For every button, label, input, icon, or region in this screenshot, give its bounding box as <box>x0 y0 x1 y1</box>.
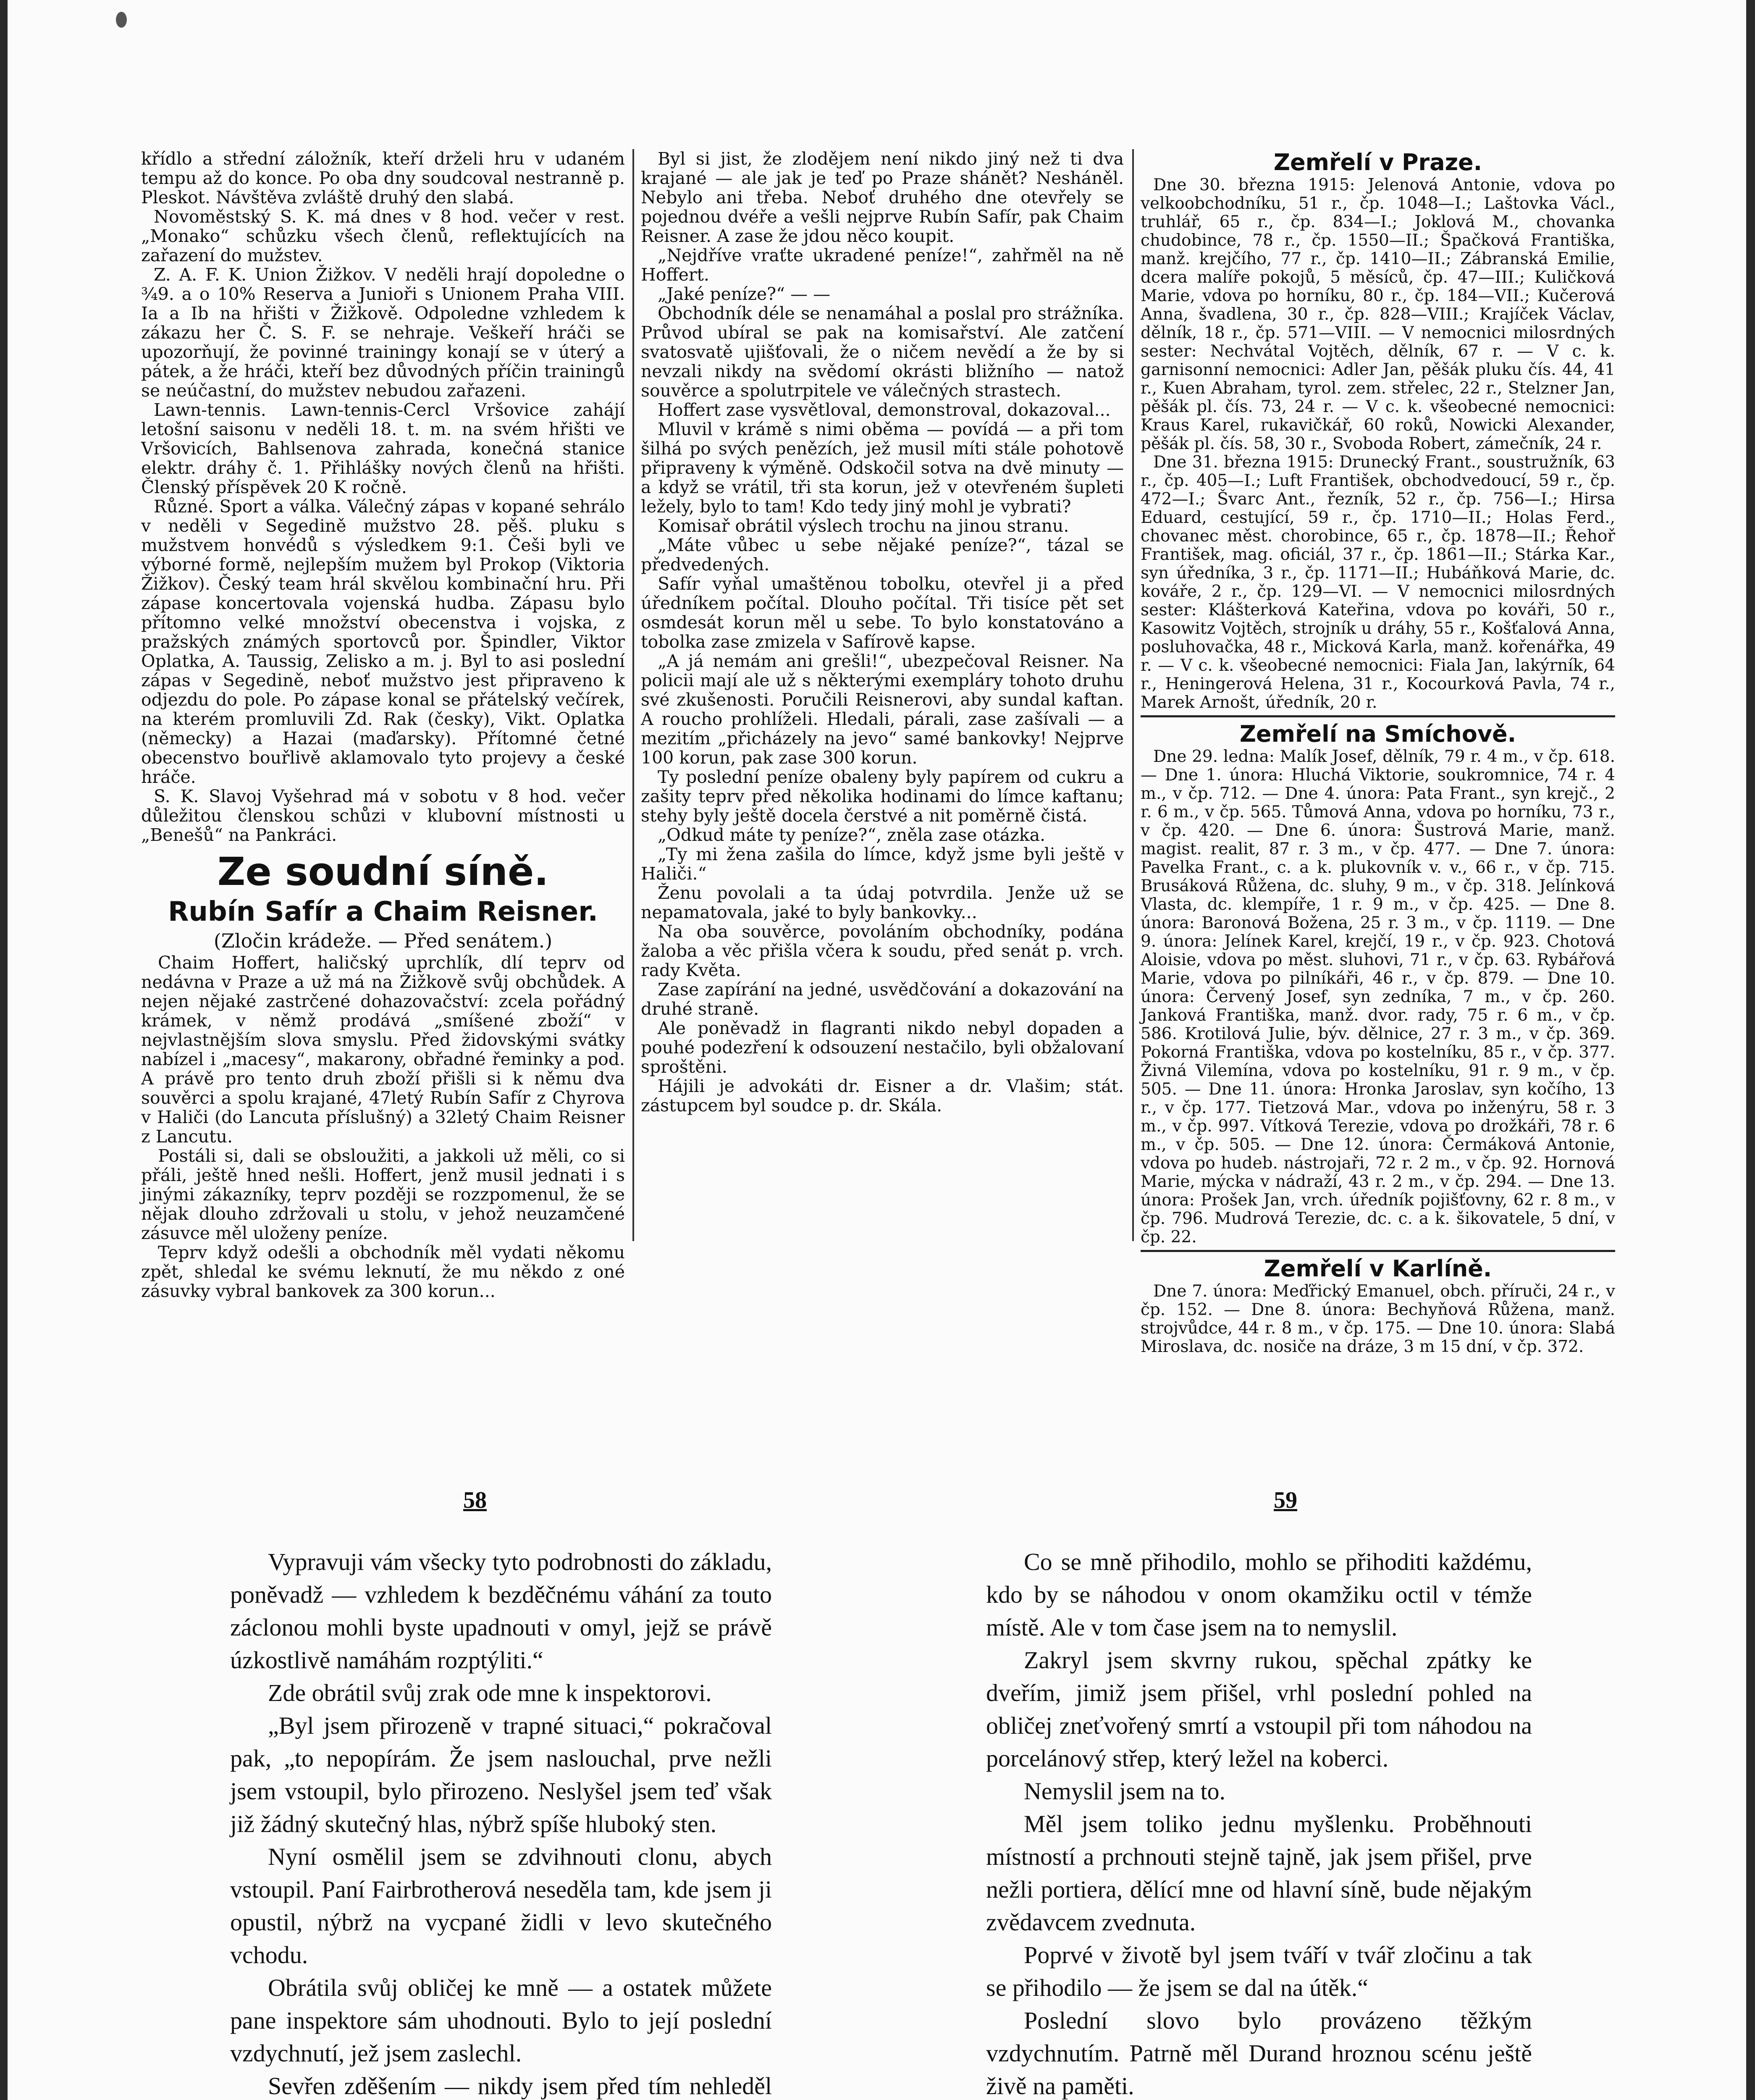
section-rule <box>1141 715 1615 717</box>
story-paragraph: „Odkud máte ty peníze?“, zněla zase otázka. <box>658 825 1046 845</box>
column-rule <box>632 149 634 1241</box>
section-rule <box>1141 1250 1615 1252</box>
notice-paragraph: Dne 30. března 1915: Jelenová Antonie, vdova po velkoobchodníku, 51 r., čp. 1048—I.; Laštovka Václ., truhlář, 65 r., čp. 834—I.; Joklová M., chovanka chudobince, 78 r., čp. 1550—II.; Špačková Františka, manž. krejčího, 77 r., čp. 1410—II.; Zábranská Emilie, dcera malíře pokojů, 5 měsíců, čp. 47—III.; Kuličková Marie, vdova po horníku, 80 r., čp. 184—VII.; Kučerová Anna, švadlena, 30 r., čp. 828—VIII.; Krajíček Václav, dělník, 18 r., čp. 571—VIII. — V nemocnici milosrdných sester: Nechvátal Vojtěch, dělník, 67 r. — V c. k. garnisonní nemocnici: Adler Jan, pěšák pluku čís. 44, 41 r., Kuen Abraham, tyrol. zem. střelec, 22 r., Stelzner Jan, pěšák pl. čís. 73, 24 r. — V c. k. všeobecné nemocnici: Kraus Karel, rukavičkář, 60 roků, Nowicki Alexander, pěšák pl. čís. 58, 30 r., Svoboda Robert, zámečník, 24 r. <box>1141 176 1615 453</box>
story-paragraph: „Máte vůbec u sebe nějaké peníze?“, tázal se předvedených. <box>641 535 1124 575</box>
story-paragraph: Chaim Hoffert, haličský uprchlík, dlí teprv od nedávna v Praze a už má na Žižkově svůj obchůdek. A nejen nějaké zastrčené dohazovačství: zcela pořádný krámek, v němž prodává „smíšené zboží“ v nejvlastnějším slova smyslu. Před židovskými svátky nabízel i „macesy“, makarony, obřadné řeminky a pod. A právě pro tento druh zboží přišli si k němu dva souvěrci a spolu krajané, 47letý Rubín Safír z Chyrova v Haliči (do Lancuta příslušný) a 32letý Chaim Reisner z Lancutu. <box>141 953 625 1147</box>
story-paragraph: Mluvil v krámě s nimi oběma — povídá — a při tom šilhá po svých penězích, jež musil míti stále pohotově připraveny k výměně. Odskočil sotva na dvě minuty — a když se vrátil, tři sta korun, jež v otevřeném šupleti ležely, bylo to tam! Kdo tedy jiný mohl je vybrati? <box>641 419 1124 517</box>
serial-paragraph: Vypravuji vám všecky tyto podrobnosti do základu, poněvadž — vzhledem k bezděčnému váhání za touto záclonou mohli byste upadnouti v omyl, jejž se právě úzkostlivě namáhám rozptýliti.“ <box>230 1548 772 1674</box>
deaths-prague-heading: Zemřelí v Praze. <box>1273 149 1482 176</box>
story-paragraph: Ty poslední peníze obaleny byly papírem od cukru a zašity teprv před několika hodinami do límce kaftanu; stehy byly ještě docela čerstvé a nit poměrně čistá. <box>641 767 1124 826</box>
column-death-notices <box>1141 149 1615 1356</box>
story-paragraph: Komisař obrátil výslech trochu na jinou stranu. <box>658 516 1069 536</box>
story-paragraph: „Jaké peníze?“ — — <box>658 284 831 304</box>
serial-paragraph: Obrátila svůj obličej ke mně — a ostatek můžete pane inspektore sám uhodnouti. Bylo to její poslední vzdychnutí, jež jsem zaslechl. <box>230 1974 772 2067</box>
story-paragraph: Hájili je advokáti dr. Eisner a dr. Vlašim; stát. zástupcem byl soudce p. dr. Skála. <box>641 1076 1124 1116</box>
story-paragraph: Zase zapírání na jedné, usvědčování a dokazování na druhé straně. <box>641 979 1124 1019</box>
story-paragraph: „Ty mi žena zašila do límce, když jsme byli ještě v Haliči.“ <box>641 844 1124 884</box>
story-paragraph: Teprv když odešli a obchodník měl vydati někomu zpět, shledal ke svému leknutí, že mu někdo z oné zásuvky vybral bankovek za 300 korun... <box>141 1242 625 1301</box>
court-byline: (Zločin krádeže. — Před senátem.) <box>213 929 553 952</box>
column-rule <box>1132 149 1134 1241</box>
notice-paragraph: Dne 7. února: Meďřický Emanuel, obch. příruči, 24 r., v čp. 152. — Dne 8. února: Bechyňová Růžena, manž. strojvůdce, 44 r. 8 m., v čp. 175. — Dne 10. února: Slabá Miroslava, dc. nosiče na dráze, 3 m 15 dní, v čp. 372. <box>1141 1282 1615 1356</box>
sports-paragraph: S. K. Slavoj Vyšehrad má v sobotu v 8 hod. večer důležitou členskou schůzi v klubovní místnosti u „Benešů“ na Pankráci. <box>141 786 625 845</box>
sports-paragraph: Různé. Sport a válka. Válečný zápas v kopané sehrálo v neděli v Segedině mužstvo 28. pěš. pluku s mužstvem honvédů s výsledkem 9:1. Češi byli ve výborné formě, nejlepším mužem byl Prokop (Viktoria Žižkov). Český team hrál skvělou kombinační hru. Při zápase koncertovala vojenská hudba. Zápasu bylo přítomno velké množství obecenstva i vojska, z pražských známých sportovců por. Špindler, Viktor Oplatka, A. Taussig, Zelisko a m. j. Byl to asi poslední zápas v Segedině, neboť mužstvo jest připraveno k odjezdu do pole. Po zápase konal se přátelský večírek, na kterém promluvili Zd. Rak (česky), Vikt. Oplatka (německy) a Hazai (maďarsky). Přítomné četné obecenstvo bouřlivě aklamovalo tyto projevy a české hráče. <box>141 496 625 787</box>
serial-paragraph: Zde obrátil svůj zrak ode mne k inspektorovi. <box>268 1679 712 1706</box>
notice-paragraph: Dne 29. ledna: Malík Josef, dělník, 79 r. 4 m., v čp. 618. — Dne 1. února: Hluchá Viktorie, soukromnice, 74 r. 4 m., v čp. 712. — Dne 4. února: Pata Frant., syn krejč., 2 r. 6 m., v čp. 565. Tůmová Anna, vdova po horníku, 73 r., v čp. 420. — Dne 6. února: Šustrová Marie, manž. magist. realit, 87 r. 3 m., v čp. 477. — Dne 7. února: Pavelka Frant., c. a k. plukovník v. v., 66 r., v čp. 715. Brusáková Růžena, dc. sluhy, 9 m., v čp. 318. Jelínková Vlasta, dc. klempíře, 1 r. 9 m., v čp. 425. — Dne 8. února: Baronová Božena, 25 r. 3 m., v čp. 1119. — Dne 9. února: Jelínek Karel, krejčí, 19 r., v čp. 923. Chotová Aloisie, vdova po měst. sluhovi, 71 r., v čp. 63. Rybářová Marie, vdova po pilníkáři, 46 r., v čp. 879. — Dne 10. února: Červený Josef, syn zedníka, 7 m., v čp. 260. Janková Františka, manž. dvor. rady, 75 r. 6 m., v čp. 586. Krotilová Julie, býv. dělnice, 27 r. 3 m., v čp. 369. Pokorná Františka, vdova po kostelníku, 85 r., v čp. 377. Živná Vilemína, vdova po kostelníku, 91 r. 9 m., v čp. 505. — Dne 11. února: Hronka Jaroslav, syn kočího, 13 r., v čp. 177. Tietzová Mar., vdova po inženýru, 58 r. 3 m., v čp. 997. Vítková Terezie, vdova po drožkáři, 78 r. 6 m., v čp. 505. — Dne 12. února: Čermáková Antonie, vdova po hudeb. nástrojaři, 72 r. 2 m., v čp. 92. Hornová Marie, mýcka v nádraží, 43 r. 2 m., v čp. 294. — Dne 13. února: Prošek Jan, vrch. úředník pojišťovny, 62 r. 8 m., v čp. 796. Mudrová Terezie, dc. c. a k. šikovatele, 5 dní, v čp. 22. <box>1141 747 1615 1247</box>
story-paragraph: Obchodník déle se nenamáhal a poslal pro strážníka. Průvod ubíral se pak na komisařství. Ale zatčení svatosvatě ujišťovali, že o ničem nevědí a že by si nevzali nikdy na svědomí okrásti bližního — natož souvěrce a spolutrpitele ve válečných strastech. <box>641 303 1124 401</box>
serial-right-column <box>986 1546 1532 2100</box>
story-paragraph: Safír vyňal umaštěnou tobolku, otevřel ji a před úředníkem počítal. Dlouho počítal. Tři tisíce pět set osmdesát korun měl u sebe. To bylo konstatováno a tobolka zase zmizela v Safírově kapse. <box>641 574 1124 652</box>
serial-paragraph: Poprvé v životě byl jsem tváří v tvář zločinu a tak se přihodilo — že jsem se dal na útěk.“ <box>986 1941 1532 2001</box>
serial-paragraph: Poslední slovo bylo provázeno těžkým vzdychnutím. Patrně měl Durand hroznou scénu ještě živě na paměti. <box>986 2007 1532 2100</box>
serial-paragraph: Zakryl jsem skvrny rukou, spěchal zpátky ke dveřím, jimiž jsem přišel, vrhl poslední pohled na obličej zneťvořený smrtí a vstoupil při tom náhodou na porcelánový střep, který ležel na koberci. <box>986 1646 1532 1772</box>
story-paragraph: Na oba souvěrce, povoláním obchodníky, podána žaloba a věc přišla včera k soudu, před senát p. vrch. rady Květa. <box>641 921 1124 980</box>
sports-paragraph: Lawn-tennis. Lawn-tennis-Cercl Vršovice zahájí letošní saisonu v neděli 18. t. m. na svém hřišti ve Vršovicích, Bahlsenova zahrada, konečná stanice elektr. dráhy č. 1. Přihlášky nových členů na hřišti. Členský příspěvek 20 K ročně. <box>141 400 625 497</box>
court-subheadline: Rubín Safír a Chaim Reisner. <box>168 896 598 927</box>
court-headline: Ze soudní síně. <box>217 849 549 894</box>
story-paragraph: Hoffert zase vysvětloval, demonstroval, dokazoval... <box>658 400 1111 420</box>
column-court-continued <box>641 149 1124 1115</box>
story-paragraph: „Nejdříve vraťte ukradené peníze!“, zahřměl na ně Hoffert. <box>641 245 1124 285</box>
deaths-smichov-heading: Zemřelí na Smíchově. <box>1239 721 1516 747</box>
story-paragraph: „A já nemám ani grešli!“, ubezpečoval Reisner. Na policii mají ale už s některými exempláry tohoto druhu své zkušenosti. Poručili Reisnerovi, aby sundal kaftan. A roucho prohlíželi. Hledali, párali, zase zašívali — a mezitím „přicházely na jevo“ samé bankovky! Nejprve 100 korun, pak zase 300 korun. <box>641 651 1124 768</box>
story-paragraph: Postáli si, dali se obsloužiti, a jakkoli už měli, co si přáli, ještě hned nešli. Hoffert, jenž musil jednati i s jinými zákazníky, teprv později se rozzpomenul, že se nějak dlouho zdržovali u stolu, v jehož neuzamčené zásuvce měl uloženy peníze. <box>141 1146 625 1243</box>
serial-paragraph: Nemyslil jsem na to. <box>1024 1777 1226 1805</box>
column-sports-and-court <box>141 149 625 1301</box>
deaths-karlin-heading: Zemřelí v Karlíně. <box>1264 1255 1492 1282</box>
newspaper-page <box>8 0 1746 2100</box>
sports-paragraph: křídlo a střední záložník, kteří drželi hru v udaném tempu až do konce. Po oba dny soudcoval nestranně p. Pleskot. Návštěva zvláště druhý den slabá. <box>141 149 625 207</box>
ink-blot <box>116 12 127 28</box>
page-number-left: 58 <box>463 1487 487 1513</box>
page-number-right: 59 <box>1274 1487 1297 1513</box>
sports-paragraph: Novoměstský S. K. má dnes v 8 hod. večer v rest. „Monako“ schůzku všech členů, reflektujících na zařazení do mužstev. <box>141 207 625 265</box>
sports-paragraph: Z. A. F. K. Union Žižkov. V neděli hrají dopoledne o ¾9. a o 10% Reserva a Junioři s Unionem Praha VIII. Ia a Ib na hřišti v Žižkově. Odpoledne vzhledem k zákazu her Č. S. F. se nehraje. Veškeří hráči se upozorňují, že povinné trainingy konají se v úterý a pátek, a že hráči, kteří bez důvodných příčin trainingů se neúčastní, do mužstev nebudou zařazeni. <box>141 265 625 401</box>
story-paragraph: Byl si jist, že zlodějem není nikdo jiný než ti dva krajané — ale jak je teď po Praze shánět? Nesháněl. Nebylo ani třeba. Neboť druhého dne otevřely se pojednou dvéře a vešli nejprve Rubín Safír, pak Chaim Reisner. A zase že jdou něco koupit. <box>641 149 1124 246</box>
serial-paragraph: „Byl jsem přirozeně v trapné situaci,“ pokračoval pak, „to nepopírám. Že jsem naslouchal, prve nežli jsem vstoupil, bylo přirozeno. Neslyšel jsem teď však již žádný skutečný hlas, nýbrž spíše hluboký sten. <box>230 1712 772 1838</box>
notice-paragraph: Dne 31. března 1915: Drunecký Frant., soustružník, 63 r., čp. 405—I.; Luft František, obchodvedoucí, 59 r., čp. 472—I.; Švarc Ant., řezník, 52 r., čp. 756—I.; Hirsa Eduard, cestující, 59 r., čp. 1710—II.; Holas Ferd., chovanec měst. chorobince, 65 r., čp. 1878—II.; Řehoř František, mag. oficiál, 37 r., čp. 1861—II.; Stárka Kar., syn úředníka, 3 r., čp. 1171—II.; Hubáňková Marie, dc. kováře, 2 r., čp. 129—VI. — V nemocnici milosrdných sester: Klášterková Kateřina, vdova po kováři, 50 r., Kasowitz Vojtěch, strojník u dráhy, 55 r., Košťalová Anna, posluhovačka, 48 r., Micková Karla, manž. kořenářka, 49 r. — V c. k. všeobecné nemocnici: Fiala Jan, lakýrník, 64 r., Heningerová Helena, 31 r., Kocourková Pavla, 74 r., Marek Arnošt, úředník, 20 r. <box>1141 453 1615 712</box>
story-paragraph: Ale poněvadž in flagranti nikdo nebyl dopaden a pouhé podezření k odsouzení nestačilo, byli obžalovaní sproštěni. <box>641 1018 1124 1077</box>
serial-paragraph: Sevřen zděšením — nikdy jsem před tím nehleděl <box>268 2072 772 2100</box>
serial-left-column <box>230 1546 772 2100</box>
right-binding-edge <box>1746 0 1755 2100</box>
serial-paragraph: Měl jsem toliko jednu myšlenku. Proběhnouti místností a prchnouti stejně tajně, jak jsem přišel, prve nežli portiera, dělící mne od hlavní síně, bude nějakým zvědavcem zvednuta. <box>986 1810 1532 1936</box>
story-paragraph: Ženu povolali a ta údaj potvrdila. Jenže už se nepamatovala, jaké to byly bankovky... <box>641 883 1124 922</box>
serial-paragraph: Nyní osmělil jsem se zdvihnouti clonu, abych vstoupil. Paní Fairbrotherová neseděla tam, kde jsem ji opustil, nýbrž na vycpané židli v levo skutečného vchodu. <box>230 1843 772 1969</box>
serial-paragraph: Co se mně přihodilo, mohlo se přihoditi každému, kdo by se náhodou v onom okamžiku octil v témže místě. Ale v tom čase jsem na to nemyslil. <box>986 1548 1532 1641</box>
